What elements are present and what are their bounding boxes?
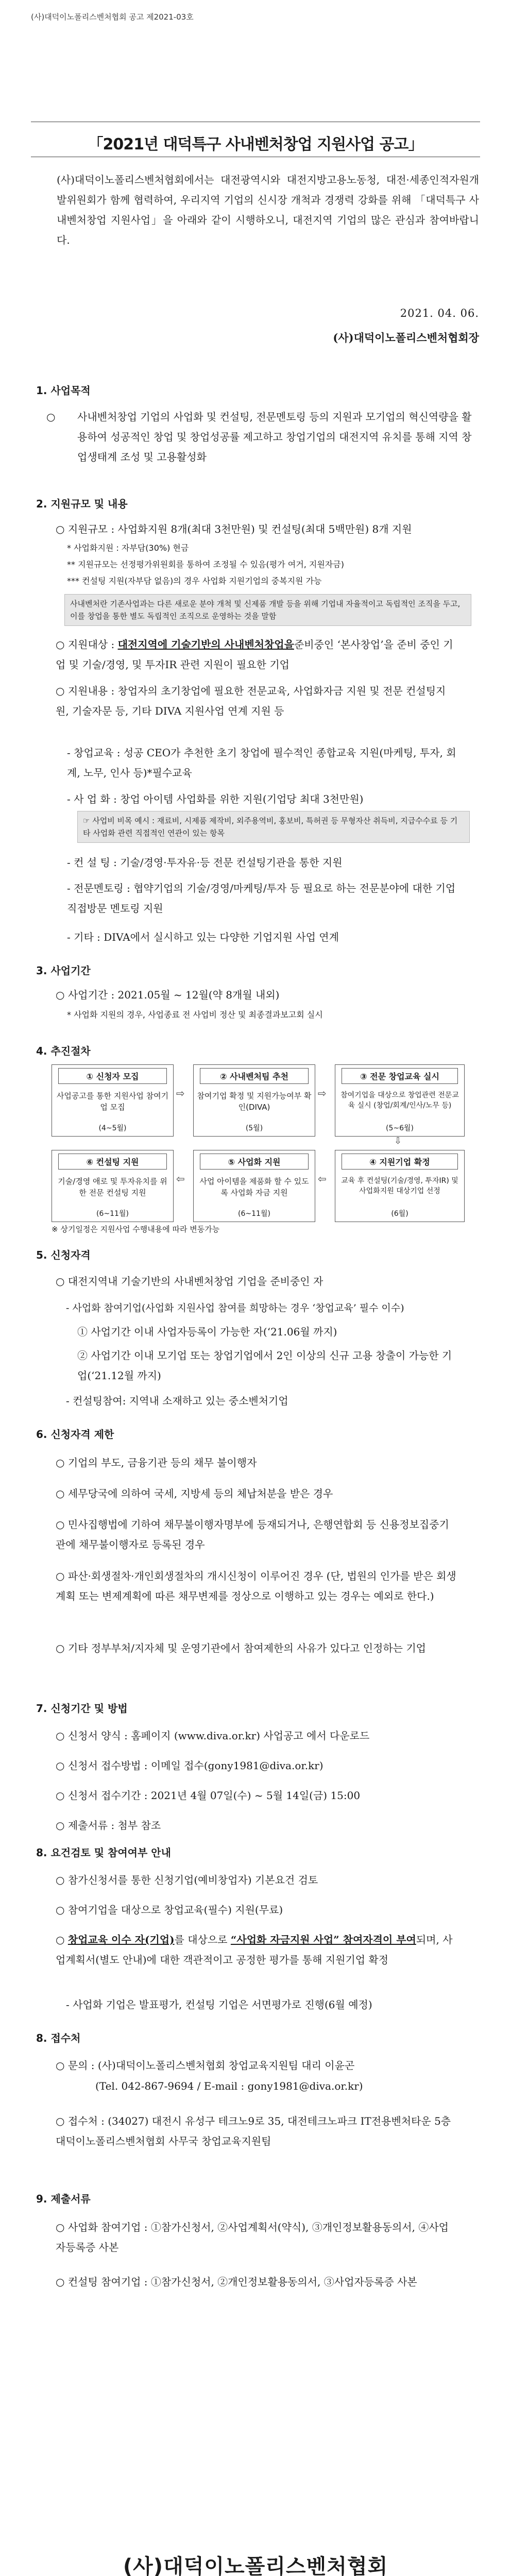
- review-step-1: ○ 참가신청서를 통한 신청기업(예비창업자) 기본요건 검토: [56, 1874, 318, 1886]
- review-step-2-text: 참여기업을 대상으로 창업교육(필수) 지원(무료): [67, 1904, 283, 1916]
- support-scale-text: 지원규모 : 사업화지원 8개(최대 3천만원) 및 컨설팅(최대 5백만원) 8개 지원: [67, 523, 412, 535]
- section-title-documents: 9. 제출서류: [36, 2193, 91, 2205]
- review-step-3-rest: 되며, 사업계획서(별도 안내)에 대한 객관적이고 공정한 평가를 통해 지원기업 확정: [56, 1934, 453, 1966]
- eligibility-condition-1: ① 사업기간 이내 사업자등록이 가능한 자(‘21.06월 까지): [77, 1326, 337, 1338]
- business-period-text: 사업기간 : 2021.05월 ~ 12월(약 8개월 내외): [67, 989, 280, 1001]
- process-step-3-body: 참여기업을 대상으로 창업관련 전문교육 실시 (창업/회계/인사/노무 등): [340, 1091, 459, 1110]
- in-house-venture-definition-box: 사내벤처란 기존사업과는 다른 새로운 분야 개척 및 신제품 개발 등을 위해 기업내 자율적이고 독립적인 조직을 두고, 이를 창업을 통한 별도 독립적인 조직으로 운영하는 것을 말함: [64, 594, 471, 626]
- documents-commercialization-text: 사업화 참여기업 : ①참가신청서, ②사업계획서(약식), ③개인정보활용동의서, ④사업자등록증 사본: [56, 2221, 449, 2253]
- process-step-5-title: ⑤ 사업화 지원: [200, 1154, 309, 1170]
- page-title: 「2021년 대덕특구 사내벤처창업 지원사업 공고」: [88, 135, 423, 154]
- contact-phone-email[interactable]: (Tel. 042-867-9694 / E-mail : gony1981@diva.or.kr): [95, 2080, 363, 2092]
- process-step-5-period: (6~11월): [238, 1210, 270, 1218]
- process-step-6-body: 기술/경영 애로 및 투자유치를 위한 전문 컨설팅 지원: [58, 1177, 167, 1197]
- section-title-review: 8. 요건검토 및 참여여부 안내: [36, 1846, 171, 1859]
- restriction-3: ○ 민사집행법에 기하여 채무불이행자명부에 등재되거나, 은행연합회 등 신용정보집중기관에 채무불이행자로 등록된 경우: [56, 1518, 449, 1551]
- restriction-1: ○ 기업의 부도, 금융기관 등의 채무 불이행자: [56, 1456, 257, 1469]
- notice-date: 2021. 04. 06.: [400, 307, 479, 319]
- support-target-rest: 준비중인 ‘본사창업’을 준비 중인 기업 및 기술/경영, 및 투자IR 관련 지원이 필요한 기업: [56, 638, 453, 671]
- review-step-3: ○ 창업교육 이수 자(기업)를 대상으로 “사업화 자금지원 사업” 참여자격이 부여되며, 사업계획서(별도 안내)에 대한 객관적이고 공정한 평가를 통해 지원기업 확정: [56, 1934, 453, 1966]
- application-period-text: 신청서 접수기간 : 2021년 4월 07일(수) ~ 5월 14일(금) 15:00: [67, 1789, 361, 1802]
- support-consulting-text: 컨 설 팅 : 기술/경영·투자유·등 전문 컨설팅기관을 통한 지원: [74, 856, 343, 869]
- application-period: ○ 신청서 접수기간 : 2021년 4월 07일(수) ~ 5월 14일(금) 15:00: [56, 1789, 361, 1802]
- restriction-2-text: 세무당국에 의하여 국세, 지방세 등의 체납처분을 받은 경우: [67, 1487, 333, 1500]
- issuer-name: (사)대덕이노폴리스벤처협회장: [333, 331, 479, 344]
- period-note: * 사업화 지원의 경우, 사업종료 전 사업비 정산 및 최종결과보고회 실시: [67, 1010, 323, 1020]
- application-form: ○ 신청서 양식 : 홈페이지 (www.diva.or.kr) 사업공고 에서 다운로드: [56, 1730, 370, 1742]
- support-target-highlight: 대전지역에 기술기반의 사내벤처창업을: [117, 638, 294, 651]
- process-step-2: [193, 1064, 315, 1137]
- process-note: ※ 상기일정은 지원사업 수행내용에 따라 변동가능: [52, 1225, 220, 1234]
- note-scale-adjust: ** 지원규모는 선정평가위원회를 통하여 조정될 수 있음(평가 여거, 지원자금): [67, 560, 344, 569]
- contact-info: ○ 문의 : (사)대덕이노폴리스벤처협회 창업교육지원팀 대리 이윤곤: [56, 2059, 355, 2072]
- support-commercialization-text: 사 업 화 : 창업 아이템 사업화를 위한 지원(기업당 최대 3천만원): [74, 793, 364, 805]
- arrow-left-icon: ⇦: [176, 1173, 185, 1185]
- review-step-3-highlight-1: 창업교육 이수 자(기업): [67, 1934, 175, 1946]
- support-other: - 기타 : DIVA에서 실시하고 있는 다양한 기업지원 사업 연계: [67, 931, 339, 943]
- restriction-2: ○ 세무당국에 의하여 국세, 지방세 등의 체납처분을 받은 경우: [56, 1487, 333, 1500]
- section-title-process: 4. 추진절차: [36, 1045, 91, 1057]
- section-title-period: 3. 사업기간: [36, 964, 91, 977]
- bullet-icon: ○: [46, 411, 56, 423]
- process-step-4-period: (6월): [391, 1210, 408, 1218]
- contact-info-text: 문의 : (사)대덕이노폴리스벤처협회 창업교육지원팀 대리 이윤곤: [67, 2059, 355, 2072]
- support-content: ○ 지원내용 : 창업자의 초기창업에 필요한 전문교육, 사업화자금 지원 및 전문 컨설팅지원, 기술자문 등, 기타 DIVA 지원사업 연계 지원 등: [56, 685, 446, 717]
- support-content-text: 지원내용 : 창업자의 초기창업에 필요한 전문교육, 사업화자금 지원 및 전문 컨설팅지원, 기술자문 등, 기타 DIVA 지원사업 연계 지원 등: [56, 685, 446, 717]
- restriction-4-text: 파산·회생절차·개인회생절차의 개시신청이 이루어진 경우 (단, 법원의 인가를 받은 회생계획 또는 변제계획에 따른 채무변제를 정상으로 이행하고 있는 경우는 예외로 한다.): [56, 1570, 456, 1602]
- support-target: ○ 지원대상 : 대전지역에 기술기반의 사내벤처창업을준비중인 ‘본사창업’을 준비 중인 기업 및 기술/경영, 및 투자IR 관련 지원이 필요한 기업: [56, 638, 453, 671]
- review-step-2: ○ 참여기업을 대상으로 창업교육(필수) 지원(무료): [56, 1904, 283, 1916]
- review-step-1-text: 참가신청서를 통한 신청기업(예비창업자) 기본요건 검토: [67, 1874, 318, 1886]
- eligibility-consulting: - 컨설팅참여: 지역내 소재하고 있는 중소벤처기업: [66, 1395, 288, 1407]
- restriction-4: ○ 파산·회생절차·개인회생절차의 개시신청이 이루어진 경우 (단, 법원의 인가를 받은 회생계획 또는 변제계획에 따른 채무변제를 정상으로 이행하고 있는 경우는 예외로 한다.): [56, 1570, 456, 1602]
- restriction-5-text: 기타 정부부처/지자체 및 운영기관에서 참여제한의 사유가 있다고 인정하는 기업: [67, 1642, 426, 1654]
- application-documents-text: 제출서류 : 첨부 참조: [67, 1819, 161, 1832]
- process-step-4-title: ④ 지원기업 확정: [342, 1154, 458, 1170]
- section-title-purpose: 1. 사업목적: [36, 384, 91, 397]
- support-education-text: 창업교육 : 성공 CEO가 추천한 초기 창업에 필수적인 종합교육 지원(마케팅, 투자, 회계, 노무, 인사 등)*필수교육: [67, 747, 456, 779]
- arrow-left-icon: ⇦: [318, 1173, 327, 1185]
- support-target-label: 지원대상 :: [67, 638, 115, 651]
- arrow-right-icon: ⇨: [176, 1087, 185, 1099]
- restriction-3-text: 민사집행법에 기하여 채무불이행자명부에 등재되거나, 은행연합회 등 신용정보집중기관에 채무불이행자로 등록된 경우: [56, 1518, 449, 1551]
- support-education: - 창업교육 : 성공 CEO가 추천한 초기 창업에 필수적인 종합교육 지원(마케팅, 투자, 회계, 노무, 인사 등)*필수교육: [67, 747, 456, 779]
- section-title-restrictions: 6. 신청자격 제한: [36, 1428, 114, 1440]
- review-step-3-mid: 를 대상으로: [174, 1934, 228, 1946]
- support-commercialization: - 사 업 화 : 창업 아이템 사업화를 위한 지원(기업당 최대 3천만원): [67, 793, 364, 805]
- process-step-1: [52, 1064, 174, 1137]
- review-step-4: - 사업화 기업은 발표평가, 컨설팅 기업은 서면평가로 진행(6월 예정): [66, 1998, 372, 2011]
- intro-paragraph: (사)대덕이노폴리스벤처협회에서는 대전광역시와 대전지방고용노동청, 대전·세종인적자원개발위원회가 함께 협력하여, 우리지역 기업의 신시장 개척과 경쟁력 강화를 위해 「대덕특구 사내벤처창업 지원사업」을 아래와 같이 시행하오니, 대전지역 기업의 많은 관심과 참여바랍니다.: [57, 174, 479, 246]
- arrow-right-icon: ⇨: [318, 1087, 327, 1099]
- eligibility-commercialization: - 사업화 참여기업(사업화 지원사업 참여를 희망하는 경우 ‘창업교육’ 필수 이수): [66, 1302, 404, 1314]
- business-period: ○ 사업기간 : 2021.05월 ~ 12월(약 8개월 내외): [56, 989, 280, 1001]
- section-title-contact: 8. 접수처: [36, 2032, 81, 2044]
- footer-organization: (사)대덕이노폴리스벤처협회: [123, 2555, 388, 2576]
- contact-address: ○ 접수처 : (34027) 대전시 유성구 테크노9로 35, 대전테크노파크 IT전용벤처타운 5층 대덕이노폴리스벤처협회 사무국 창업교육지원팀: [56, 2115, 451, 2147]
- process-step-3: [335, 1064, 465, 1137]
- budget-item-example-box: ☞ 사업비 비목 예시 : 재료비, 시제품 제작비, 외주용역비, 홍보비, 특허권 등 무형자산 취득비, 지급수수료 등 기타 사업화 관련 직접적인 연관이 있는 항목: [77, 811, 470, 843]
- support-mentoring: - 전문멘토링 : 협약기업의 기술/경영/마케팅/투자 등 필요로 하는 전문분야에 대한 기업 직접방문 멘토링 지원: [67, 882, 456, 914]
- restriction-5: ○ 기타 정부부처/지자체 및 운영기관에서 참여제한의 사유가 있다고 인정하는 기업: [56, 1642, 426, 1654]
- process-step-6-title: ⑥ 컨설팅 지원: [58, 1154, 167, 1170]
- process-step-1-period: (4~5월): [98, 1124, 127, 1132]
- process-step-4: [335, 1150, 465, 1222]
- note-consult-dup: *** 컨설팅 지원(자부담 없음)의 경우 사업화 지원기업의 중복지원 가능: [67, 576, 322, 586]
- section-title-support: 2. 지원규모 및 내용: [36, 498, 128, 510]
- process-step-6-period: (6~11월): [96, 1210, 129, 1218]
- application-form-text[interactable]: 신청서 양식 : 홈페이지 (www.diva.or.kr) 사업공고 에서 다운로드: [67, 1730, 370, 1742]
- eligibility-main-text: 대전지역내 기술기반의 사내벤처창업 기업을 준비중인 자: [67, 1275, 323, 1287]
- eligibility-condition-2: ② 사업기간 이내 모기업 또는 창업기업에서 2인 이상의 신규 고용 창출이 가능한 기업(‘21.12월 까지): [77, 1349, 452, 1382]
- application-method-text[interactable]: 신청서 접수방법 : 이메일 접수(gony1981@diva.or.kr): [67, 1759, 323, 1772]
- support-scale: ○ 지원규모 : 사업화지원 8개(최대 3천만원) 및 컨설팅(최대 5백만원) 8개 지원: [56, 523, 412, 535]
- documents-consulting-text: 컨설팅 참여기업 : ①참가신청서, ②개인정보활용동의서, ③사업자등록증 사본: [67, 2276, 417, 2288]
- note-self-payment: * 사업화지원 : 자부담(30%) 현금: [67, 543, 189, 553]
- documents-consulting: ○ 컨설팅 참여기업 : ①참가신청서, ②개인정보활용동의서, ③사업자등록증 사본: [56, 2276, 417, 2288]
- arrow-down-icon: ⇩: [394, 1136, 402, 1146]
- process-step-5: [193, 1150, 315, 1222]
- support-mentoring-text: 전문멘토링 : 협약기업의 기술/경영/마케팅/투자 등 필요로 하는 전문분야에 대한 기업 직접방문 멘토링 지원: [67, 882, 456, 914]
- contact-address-text: 접수처 : (34027) 대전시 유성구 테크노9로 35, 대전테크노파크 IT전용벤처타운 5층 대덕이노폴리스벤처협회 사무국 창업교육지원팀: [56, 2115, 451, 2147]
- support-consulting: - 컨 설 팅 : 기술/경영·투자유·등 전문 컨설팅기관을 통한 지원: [67, 856, 343, 869]
- application-method: ○ 신청서 접수방법 : 이메일 접수(gony1981@diva.or.kr): [56, 1759, 323, 1772]
- process-step-1-body: 사업공고를 통한 지원사업 참여기업 모집: [56, 1091, 169, 1112]
- notice-number: (사)대덕이노폴리스벤처협회 공고 제2021-03호: [31, 12, 194, 22]
- purpose-text: 사내벤처창업 기업의 사업화 및 컨설팅, 전문멘토링 등의 지원과 모기업의 혁신역량을 활용하여 성공적인 창업 및 창업성공률 제고하고 창업기업의 대전지역 유치를 통해 지역 창업생태계 조성 및 고용활성화: [77, 411, 472, 463]
- process-step-4-body: 교육 후 컨설팅(기술/경영, 투자IR) 및 사업화지원 대상기업 선정: [341, 1177, 458, 1195]
- restriction-1-text: 기업의 부도, 금융기관 등의 채무 불이행자: [67, 1456, 257, 1469]
- documents-commercialization: ○ 사업화 참여기업 : ①참가신청서, ②사업계획서(약식), ③개인정보활용동의서, ④사업자등록증 사본: [56, 2221, 449, 2253]
- review-step-4-text: 사업화 기업은 발표평가, 컨설팅 기업은 서면평가로 진행(6월 예정): [73, 1998, 372, 2011]
- support-other-text: 기타 : DIVA에서 실시하고 있는 다양한 기업지원 사업 연계: [74, 931, 339, 943]
- section-title-eligibility: 5. 신청자격: [36, 1249, 91, 1261]
- process-step-1-title: ① 신청자 모집: [58, 1068, 167, 1084]
- review-step-3-highlight-2: “사업화 자금지원 사업” 참여자격이 부여: [230, 1934, 416, 1946]
- process-step-2-title: ② 사내벤처팀 추천: [200, 1068, 309, 1084]
- section-title-application: 7. 신청기간 및 방법: [36, 1702, 128, 1715]
- process-step-6: [52, 1150, 174, 1222]
- process-step-5-body: 사업 아이템을 제품화 할 수 있도록 사업화 자금 지원: [199, 1177, 309, 1197]
- process-step-3-title: ③ 전문 창업교육 실시: [342, 1068, 458, 1084]
- process-step-3-period: (5~6월): [386, 1124, 414, 1132]
- process-step-2-body: 참여기업 확정 및 지원가능여부 확인(DIVA): [197, 1091, 312, 1112]
- process-step-2-period: (5월): [245, 1124, 263, 1132]
- application-documents: ○ 제출서류 : 첨부 참조: [56, 1819, 161, 1832]
- eligibility-main: ○ 대전지역내 기술기반의 사내벤처창업 기업을 준비중인 자: [56, 1275, 323, 1287]
